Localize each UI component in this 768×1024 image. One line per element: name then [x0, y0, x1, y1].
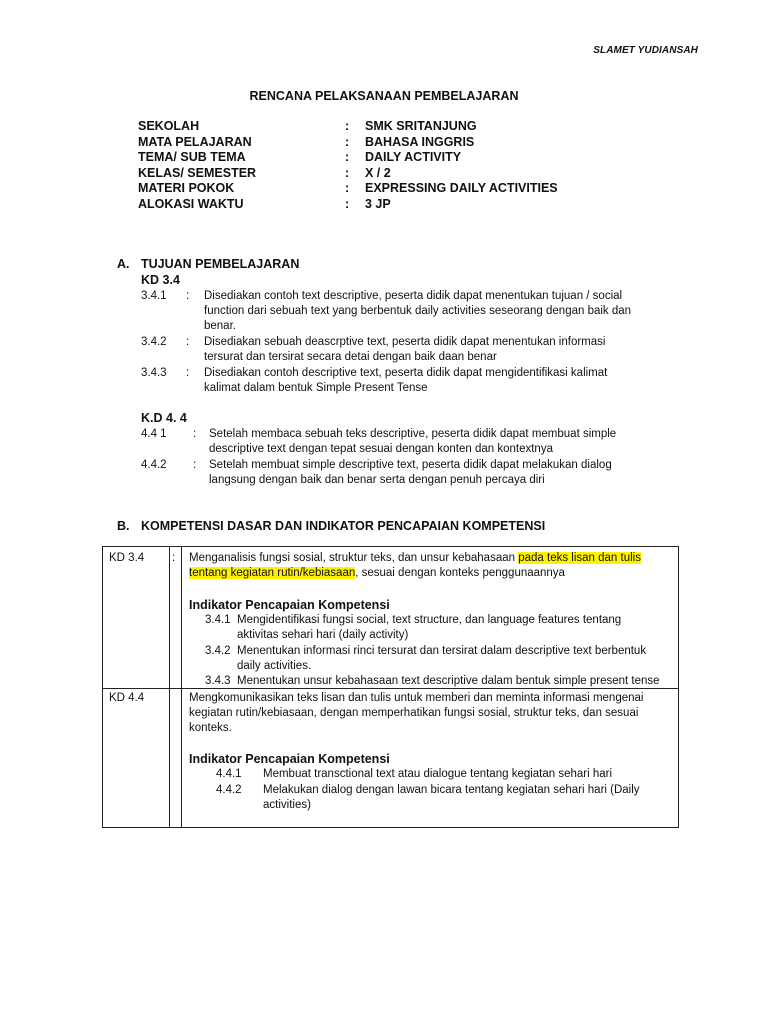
item-text: Setelah membuat simple descriptive text, peserta didik dapat melakukan dialog langsung dengan baik dan benar serta dengan penuh percaya diri: [209, 459, 612, 487]
info-value: BAHASA INGGRIS: [365, 134, 475, 149]
section-title: KOMPETENSI DASAR DAN INDIKATOR PENCAPAIAN KOMPETENSI: [141, 519, 546, 533]
item-colon: :: [186, 336, 190, 348]
indicator-item: [205, 613, 675, 644]
info-colon: :: [345, 165, 350, 180]
table-cell-kd: KD 4.4: [109, 692, 145, 704]
info-label: MATA PELAJARAN: [138, 134, 252, 149]
info-colon: :: [345, 196, 350, 211]
table-cell-colon: :: [172, 552, 176, 564]
info-label: SEKOLAH: [138, 119, 200, 133]
info-label: TEMA/ SUB TEMA: [138, 150, 246, 164]
info-value: 3 JP: [365, 196, 391, 211]
info-row-alokasi: [138, 197, 618, 213]
indicator-title: Indikator Pencapaian Kompetensi: [189, 598, 390, 612]
indicator-text: Melakukan dialog dengan lawan bicara tentang kegiatan sehari hari (Daily activities): [263, 784, 640, 812]
table-cell-kd: KD 3.4: [109, 552, 145, 564]
info-colon: :: [345, 119, 350, 133]
objective-item: [141, 289, 641, 335]
info-colon: :: [345, 181, 350, 195]
author-name: SLAMET YUDIANSAH: [593, 45, 698, 56]
info-value: SMK SRITANJUNG: [365, 119, 477, 133]
indicator-number: 3.4.1: [205, 614, 231, 626]
item-number: 4.4.2: [141, 459, 167, 471]
competency-table: [102, 546, 679, 828]
section-b-heading: [117, 519, 577, 535]
info-label: KELAS/ SEMESTER: [138, 165, 257, 180]
description-text: , sesuai dengan konteks penggunaannya: [355, 567, 565, 580]
description-text: Menganalisis fungsi sosial, struktur teks, dan unsur kebahasaan: [189, 552, 519, 564]
item-colon: :: [193, 428, 197, 440]
item-number: 3.4.2: [141, 336, 167, 348]
kd-3-4-heading: KD 3.4: [141, 273, 180, 287]
section-letter: A.: [117, 257, 130, 271]
indicator-item: [205, 644, 675, 675]
indicator-text: Menentukan informasi rinci tersurat dan tersirat dalam descriptive text berbentuk daily activities.: [237, 645, 647, 673]
document-title: RENCANA PELAKSANAAN PEMBELAJARAN: [249, 89, 519, 103]
info-colon: :: [345, 150, 350, 164]
indicator-number: 4.4.1: [216, 768, 242, 780]
item-colon: :: [186, 367, 190, 379]
table-divider: [169, 547, 170, 827]
indicator-text: Membuat transctional text atau dialogue tentang kegiatan sehari hari: [263, 768, 613, 780]
info-row-mata-pelajaran: [138, 135, 618, 151]
item-number: 3.4.3: [141, 367, 167, 379]
info-row-materi: [138, 181, 618, 197]
section-a-heading: [117, 257, 417, 273]
item-number: 4.4 1: [141, 428, 167, 440]
kd-4-4-heading: K.D 4. 4: [141, 411, 187, 425]
info-row-tema: [138, 150, 618, 166]
indicator-item: [216, 767, 676, 782]
indicator-title: Indikator Pencapaian Kompetensi: [189, 752, 390, 766]
info-colon: :: [345, 134, 350, 149]
table-divider: [181, 547, 182, 827]
item-colon: :: [193, 459, 197, 471]
indicator-item: [205, 674, 675, 689]
indicator-number: 3.4.2: [205, 645, 231, 657]
indicator-text: Mengidentifikasi fungsi social, text structure, dan language features tentang aktivitas sehari hari (daily activity): [237, 614, 622, 642]
indicator-number: 3.4.3: [205, 675, 231, 687]
info-row-kelas: [138, 166, 618, 182]
item-text: Disediakan contoh descriptive text, peserta didik dapat mengidentifikasi kalimat kalimat dalam bentuk Simple Present Tense: [204, 367, 608, 395]
info-value: DAILY ACTIVITY: [365, 150, 462, 164]
item-colon: :: [186, 290, 190, 302]
objective-item: [141, 366, 641, 397]
item-text: Disediakan sebuah deascrptive text, peserta didik dapat menentukan informasi tersurat dan tersirat secara detai dengan baik daan benar: [204, 336, 606, 364]
table-cell-description: Mengkomunikasikan teks lisan dan tulis untuk memberi dan meminta informasi mengenai kegiatan rutin/kebiasaan, dengan memperhatikan fungsi sosial, struktur teks, dan sesuai konteks.: [189, 692, 644, 735]
section-letter: B.: [117, 519, 130, 533]
info-row-sekolah: [138, 119, 618, 135]
table-cell-description: [189, 551, 669, 581]
info-label: MATERI POKOK: [138, 181, 235, 195]
indicator-text: Menentukan unsur kebahasaan text descriptive dalam bentuk simple present tense: [237, 675, 660, 687]
objective-item: [141, 458, 641, 489]
info-label: ALOKASI WAKTU: [138, 196, 244, 211]
item-number: 3.4.1: [141, 290, 167, 302]
info-value: EXPRESSING DAILY ACTIVITIES: [365, 181, 558, 195]
highlighted-text: pada teks lisan dan tulis tentang kegiatan rutin/kebiasaan: [189, 552, 641, 580]
item-text: Disediakan contoh text descriptive, peserta didik dapat menentukan tujuan / social function dari sebuah text yang berbentuk daily activities seseorang dengan baik dan benar.: [204, 290, 632, 333]
indicator-item: [216, 783, 676, 814]
info-block: [138, 119, 618, 212]
objective-item: [141, 427, 641, 458]
info-value: X / 2: [365, 165, 391, 180]
indicator-number: 4.4.2: [216, 784, 242, 796]
item-text: Setelah membaca sebuah teks descriptive, peserta didik dapat membuat simple descriptive text dengan tepat sesuai dengan konten dan kontextnya: [209, 428, 617, 456]
section-title: TUJUAN PEMBELAJARAN: [141, 257, 300, 271]
objective-item: [141, 335, 641, 366]
